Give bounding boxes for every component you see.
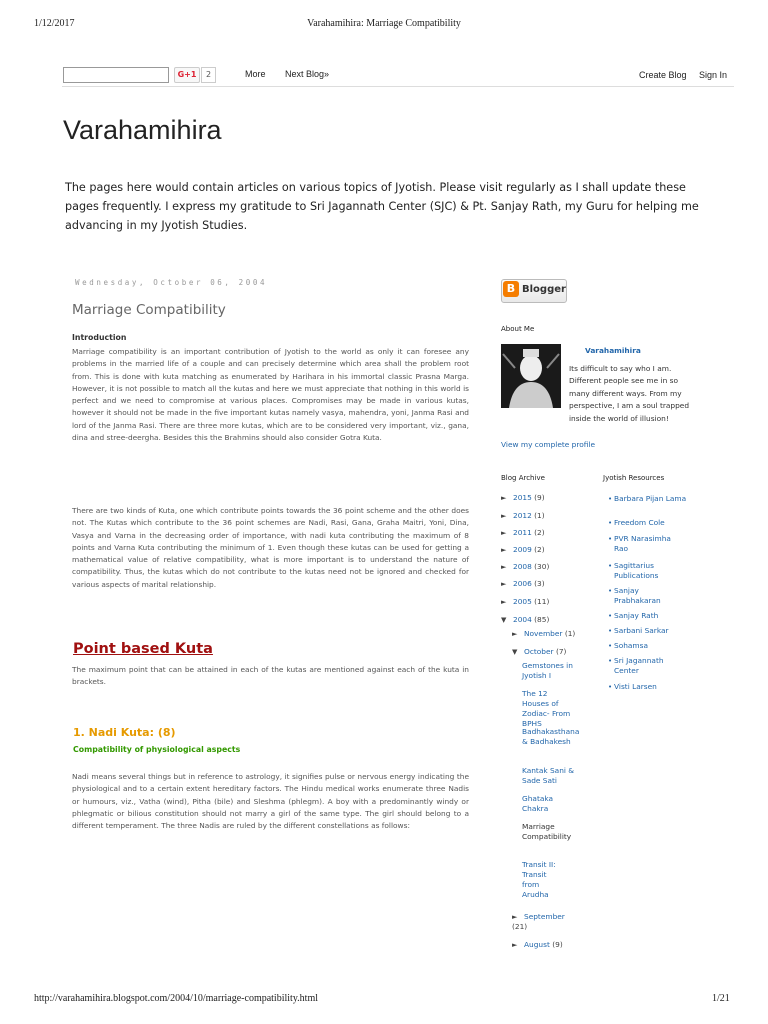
triangle-down-icon[interactable]: ▼ <box>501 616 507 624</box>
avatar[interactable] <box>501 344 561 408</box>
archive-year-2004[interactable]: ▼ 2004 (85) <box>501 615 550 624</box>
bullet-icon: • <box>608 657 613 665</box>
nadi-kuta-paragraph: Nadi means several things but in reference to astrology, it signifies pulse or nervous energy indicating the physiological and to a certain extent hereditary factors. The Hindu medical works enumerate three Nadis or humours, viz., Vatha (wind), Pitha (bile) and Sleshma (phlegm). A boy with a predominantly windy or phlegmatic or bilious constitution should not marry a girl of the same type. The girl should belong to a different temperament. The three Nadis are ruled by the different constellations as follows: <box>72 772 469 831</box>
resource-link[interactable]: • Sohamsa <box>608 641 649 650</box>
triangle-right-icon[interactable]: ► <box>501 512 507 520</box>
archive-post-current: Marriage Compatibility <box>522 822 572 841</box>
archive-year-2012[interactable]: ► 2012 (1) <box>501 511 545 520</box>
create-blog-link[interactable]: Create Blog <box>639 70 687 80</box>
blog-description: The pages here would contain articles on various topics of Jyotish. Please visit regularly as I shall update these pages frequently. I express my gratitude to Sri Jagannath Center (SJC) & Pt. Sanjay Rath, my Guru for helping me advancing in my Jyotish Studies. <box>65 181 699 232</box>
bullet-icon: • <box>608 627 613 635</box>
resource-link[interactable]: • Sarbani Sarkar <box>608 626 669 635</box>
jyotish-resources-heading: Jyotish Resources <box>603 474 665 482</box>
triangle-right-icon[interactable]: ► <box>501 546 507 554</box>
google-plus-button[interactable]: G+1 <box>174 67 200 83</box>
triangle-right-icon[interactable]: ► <box>501 598 507 606</box>
bullet-icon: • <box>608 495 613 503</box>
bullet-icon: • <box>608 642 613 650</box>
triangle-right-icon[interactable]: ► <box>501 563 507 571</box>
about-me-heading: About Me <box>501 325 535 333</box>
triangle-right-icon[interactable]: ► <box>512 913 518 921</box>
sign-in-link[interactable]: Sign In <box>699 70 728 80</box>
archive-month-september[interactable]: ► September (21) <box>512 912 565 931</box>
blogger-button-label: Blogger <box>522 284 566 295</box>
resource-link[interactable]: • Sagittarius Publications <box>608 561 659 580</box>
bullet-icon: • <box>608 612 613 620</box>
archive-post-link[interactable]: Ghataka Chakra <box>522 794 554 813</box>
archive-year-2009[interactable]: ► 2009 (2) <box>501 545 545 554</box>
post-date: Wednesday, October 06, 2004 <box>75 278 268 287</box>
triangle-right-icon[interactable]: ► <box>512 630 518 638</box>
navbar-divider <box>62 86 734 87</box>
archive-post-link[interactable]: The 12 Houses of Zodiac- From BPHS <box>522 689 571 728</box>
archive-year-2005[interactable]: ► 2005 (11) <box>501 597 550 606</box>
print-page-title: Varahamihira: Marriage Compatibility <box>307 18 461 29</box>
archive-year-2011[interactable]: ► 2011 (2) <box>501 528 545 537</box>
bullet-icon: • <box>608 587 613 595</box>
archive-year-2015[interactable]: ► 2015 (9) <box>501 493 545 502</box>
triangle-right-icon[interactable]: ► <box>501 580 507 588</box>
resource-link[interactable]: • Freedom Cole <box>608 518 665 527</box>
triangle-down-icon[interactable]: ▼ <box>512 648 518 656</box>
bullet-icon: • <box>608 535 613 543</box>
next-blog-link[interactable]: Next Blog» <box>285 69 330 79</box>
print-page-number: 1/21 <box>712 993 730 1004</box>
profile-description: Its difficult to say who I am. Different people see me in so many different ways. From my perspective, I am a soul trapped inside the world of illusion! <box>569 364 690 423</box>
blogger-icon: B <box>503 281 519 297</box>
profile-name-link[interactable]: Varahamihira <box>585 346 641 355</box>
print-date: 1/12/2017 <box>34 18 75 29</box>
view-profile-link[interactable]: View my complete profile <box>501 440 596 449</box>
resource-link[interactable]: • Sri Jagannath Center <box>608 656 664 675</box>
google-plus-count: 2 <box>201 67 216 83</box>
nadi-kuta-heading: 1. Nadi Kuta: (8) <box>73 726 176 739</box>
resource-link[interactable]: • Sanjay Rath <box>608 611 659 620</box>
archive-post-link[interactable]: Transit II: Transit from Arudha <box>522 860 556 899</box>
triangle-right-icon[interactable]: ► <box>501 494 507 502</box>
more-link[interactable]: More <box>245 69 266 79</box>
resource-link[interactable]: • Sanjay Prabhakaran <box>608 586 661 605</box>
bullet-icon: • <box>608 683 613 691</box>
intro-paragraph: Marriage compatibility is an important contribution of Jyotish to the world as only it can foresee any problems in the married life of a couple and can precisely determine which area shall the problem root from. This is done with kuta matching as enumerated by Harihara in his immortal classic Prasna Marga. However, it is not possible to match all the kutas and here we must appreciate that nothing in this world is perfect and we need to compromise at various places. Compromises may be made in various kutas, however it should not be made in the five important kutas namely vasya, mahendra, yoni, Janma Rasi and lord of the Janma Rasi. There are three more kutas, which are to be considered very important, viz., gana, dina and stree-deergha. Besides this the Brahmins should also consider Gotra Kuta. <box>72 347 469 443</box>
resource-link[interactable]: • Barbara Pijan Lama <box>608 494 687 503</box>
archive-post-link[interactable]: Kantak Sani & Sade Sati <box>522 766 575 785</box>
blog-archive-heading: Blog Archive <box>501 474 545 482</box>
intro-heading: Introduction <box>72 333 127 342</box>
archive-year-2008[interactable]: ► 2008 (30) <box>501 562 550 571</box>
print-url: http://varahamihira.blogspot.com/2004/10/marriage-compatibility.html <box>34 993 319 1004</box>
kuta-kinds-paragraph: There are two kinds of Kuta, one which contribute points towards the 36 point scheme and the other does not. The Kutas which contribute to the 36 point schemes are Nadi, Rasi, Gana, Graha Maitri, Yoni, Dina, Vasya and Varna in the decreasing order of importance, with nadi kuta contributing the maximum of 8 points and Varna Kuta contributing the minimum of 1. Even though these kutas can be used for getting a mathematical value of relative compatibility, what is more important is to understand the nature of compatibility. Thus, the kutas which do not contribute to the kutas need not be ignored and checked for various aspects of marital relationship. <box>72 506 469 589</box>
triangle-right-icon[interactable]: ► <box>512 941 518 949</box>
point-based-kuta-heading: Point based Kuta <box>73 641 213 657</box>
archive-month-october[interactable]: ▼ October (7) <box>512 647 567 656</box>
archive-post-link[interactable]: Gemstones in Jyotish I <box>522 661 573 680</box>
point-kuta-paragraph: The maximum point that can be attained in each of the kutas are mentioned against each of the kuta in brackets. <box>72 665 469 687</box>
bullet-icon: • <box>608 562 613 570</box>
bullet-icon: • <box>608 519 613 527</box>
post-title[interactable]: Marriage Compatibility <box>72 302 226 318</box>
archive-month-august[interactable]: ► August (9) <box>512 940 563 949</box>
blog-title[interactable]: Varahamihira <box>63 115 222 145</box>
archive-year-2006[interactable]: ► 2006 (3) <box>501 579 545 588</box>
triangle-right-icon[interactable]: ► <box>501 529 507 537</box>
nadi-kuta-subheading: Compatibility of physiological aspects <box>73 745 241 754</box>
archive-month-november[interactable]: ► November (1) <box>512 629 576 638</box>
navbar-search-input[interactable] <box>63 67 169 83</box>
resource-link[interactable]: • PVR Narasimha Rao <box>608 534 671 553</box>
resource-link[interactable]: • Visti Larsen <box>608 682 657 691</box>
archive-post-link[interactable]: Badhakasthana & Badhakesh <box>522 727 580 746</box>
